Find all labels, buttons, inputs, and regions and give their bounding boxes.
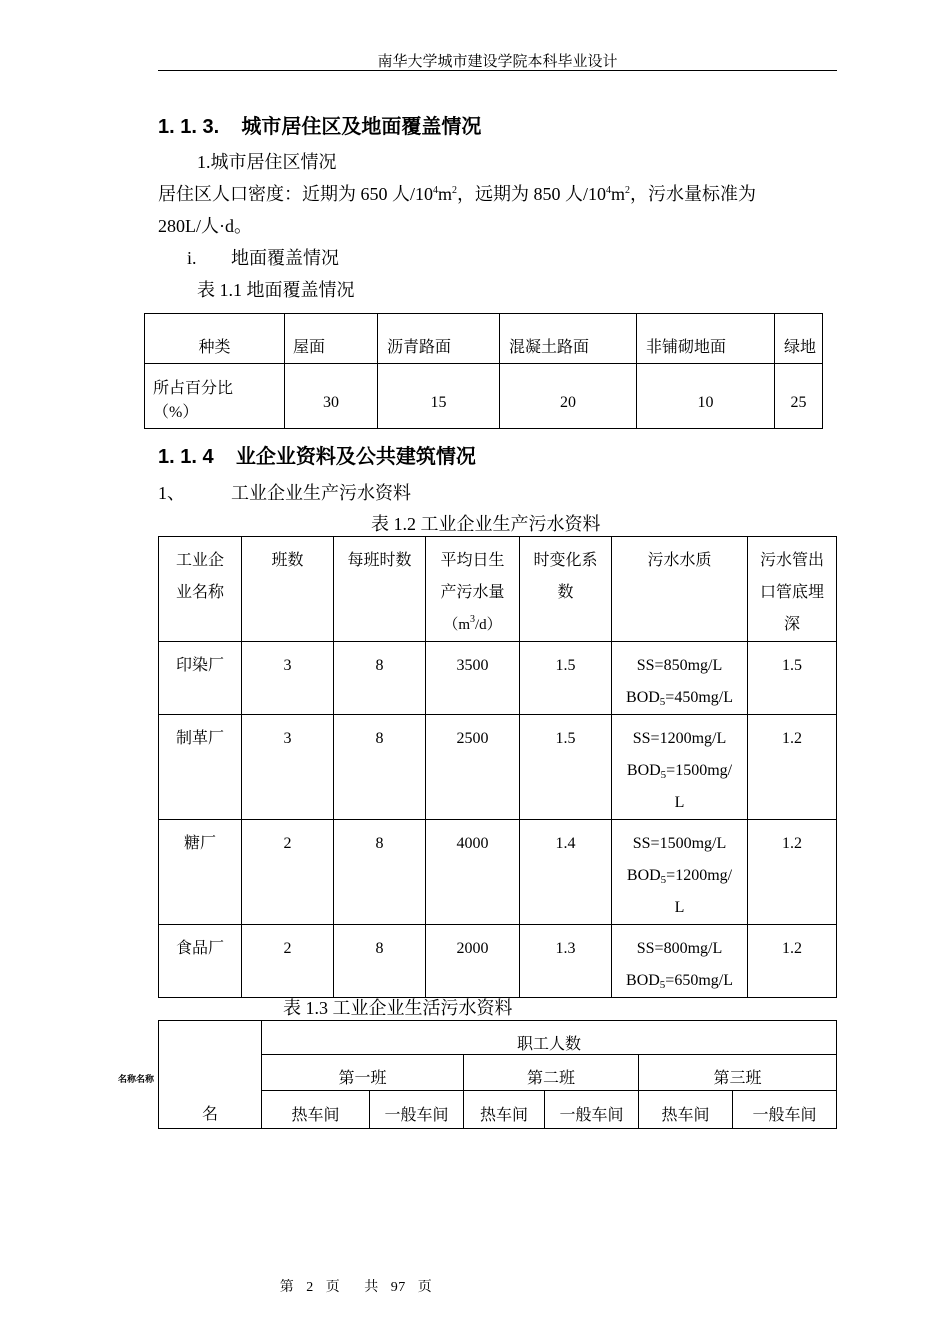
cell-hours: 8: [334, 715, 426, 820]
population-density-line: [158, 183, 756, 205]
density-sup-b: 2: [452, 185, 458, 196]
cell-name: 糖厂: [159, 820, 242, 925]
cell-coef: 1.5: [520, 715, 612, 820]
page-footer: 第 2 页 共 97 页: [279, 1280, 433, 1295]
value-cell: 10: [637, 364, 775, 429]
workshop-cell: 一般车间: [733, 1091, 837, 1129]
bod-value: [612, 755, 747, 787]
value-cell: 25: [775, 364, 823, 429]
table-row: [159, 925, 837, 998]
table-row: [159, 715, 837, 820]
value-cell: 30: [285, 364, 378, 429]
table-row: [159, 537, 837, 642]
cell-depth: 1.5: [748, 642, 837, 715]
bod-label: BOD: [626, 867, 661, 884]
bod-value: [612, 682, 747, 714]
cell-shifts: 3: [242, 642, 334, 715]
ss-value: SS=850mg/L: [636, 657, 723, 674]
cell-shifts: 2: [242, 820, 334, 925]
density-text-d: m: [611, 184, 626, 204]
cell-shifts: 3: [242, 715, 334, 820]
density-sup-c: 4: [606, 185, 612, 196]
table-1-2-caption: 表 1.2 工业企业生产污水资料: [371, 514, 601, 534]
cell-coef: 1.3: [520, 925, 612, 998]
header-depth-text: 污水管出口管底埋深: [759, 552, 824, 633]
unit-sup: 3: [470, 614, 475, 625]
cell-quality: [612, 642, 748, 715]
subheading-number-i: i.: [187, 248, 197, 268]
side-label: 名称名称: [118, 1074, 155, 1084]
density-sup-a: 4: [433, 185, 438, 196]
table-row: [159, 820, 837, 925]
bod-sub: 5: [660, 874, 667, 886]
density-text-b: m: [438, 184, 453, 204]
table-row: [145, 364, 823, 429]
bod-number: =450mg/L: [665, 689, 733, 706]
staff-header-cell: 职工人数: [262, 1021, 837, 1055]
section-heading-1-1-3: 1. 1. 3. 城市居住区及地面覆盖情况: [158, 116, 482, 138]
bod-number: =1200mg/: [666, 867, 733, 884]
bod-number: =1500mg/: [666, 762, 733, 779]
cell-name: 印染厂: [159, 642, 242, 715]
cell-coef: 1.4: [520, 820, 612, 925]
header-cell: [520, 537, 612, 642]
name-header-cell: 名: [159, 1021, 262, 1129]
workshop-cell: 一般车间: [370, 1091, 464, 1129]
bod-number: =650mg/L: [665, 972, 733, 989]
header-cell: 屋面: [285, 314, 378, 364]
cell-depth: 1.2: [748, 820, 837, 925]
ss-value: SS=800mg/L: [636, 940, 723, 957]
density-text-a: 居住区人口密度：近期为 650 人/10: [158, 184, 433, 204]
bod-value: [612, 965, 747, 997]
cell-flow: 4000: [426, 820, 520, 925]
item-industrial-sewage: 工业企业生产污水资料: [231, 483, 411, 503]
header-cell: 污水水质: [612, 537, 748, 642]
cell-quality: [612, 715, 748, 820]
table-row: [145, 314, 823, 364]
header-cell: 种类: [145, 314, 285, 364]
cell-quality: [612, 820, 748, 925]
cell-quality: [612, 925, 748, 998]
page-header: 南华大学城市建设学院本科毕业设计: [377, 54, 618, 70]
header-cell: [426, 537, 520, 642]
cell-flow: 2500: [426, 715, 520, 820]
header-cell: 每班时数: [334, 537, 426, 642]
ss-value: SS=1500mg/L: [632, 835, 727, 852]
row-label-cell: [145, 364, 285, 429]
workshop-cell: 热车间: [639, 1091, 733, 1129]
row-label-line-1: 所占百分比: [153, 380, 234, 397]
header-cell: 混凝土路面: [500, 314, 637, 364]
table-row: [159, 1021, 837, 1055]
cell-flow: 3500: [426, 642, 520, 715]
table-1-1-caption: 表 1.1 地面覆盖情况: [197, 280, 355, 300]
header-cell: 绿地: [775, 314, 823, 364]
value-cell: 15: [378, 364, 500, 429]
table-row: [159, 642, 837, 715]
row-label-line-2: （%）: [153, 404, 199, 421]
bod-label: BOD: [626, 689, 660, 706]
ground-cover-table: [144, 313, 823, 429]
header-cell: [748, 537, 837, 642]
shift-header-cell: 第一班: [262, 1055, 464, 1091]
item-number: 1、: [158, 483, 185, 503]
workshop-cell: 热车间: [464, 1091, 545, 1129]
bod-sub: 5: [660, 769, 667, 781]
bod-sub: 5: [659, 696, 666, 708]
unit-part-a: （m: [443, 617, 470, 633]
cell-hours: 8: [334, 642, 426, 715]
cell-depth: 1.2: [748, 925, 837, 998]
header-cell: 沥青路面: [378, 314, 500, 364]
bod-unit-tail: L: [674, 899, 685, 916]
workshop-cell: 一般车间: [545, 1091, 639, 1129]
density-text-e: ，污水量标准为: [630, 184, 757, 204]
industrial-sewage-table: [158, 536, 837, 998]
shift-header-cell: 第三班: [639, 1055, 837, 1091]
header-name-text: 工业企业名称: [175, 552, 224, 601]
cell-name: 制革厂: [159, 715, 242, 820]
header-rule: [158, 70, 837, 71]
domestic-sewage-table: [158, 1020, 837, 1129]
workshop-cell: 热车间: [262, 1091, 370, 1129]
ss-value: SS=1200mg/L: [632, 730, 727, 747]
header-flow-text: 平均日生产污水量: [440, 552, 505, 601]
section-heading-1-1-4: 1. 1. 4 业企业资料及公共建筑情况: [158, 446, 476, 468]
density-sup-d: 2: [625, 185, 631, 196]
shift-header-cell: 第二班: [464, 1055, 639, 1091]
header-flow-unit: [426, 609, 519, 641]
cell-hours: 8: [334, 925, 426, 998]
table-1-3-caption: 表 1.3 工业企业生活污水资料: [283, 998, 513, 1018]
bod-label: BOD: [626, 762, 661, 779]
bod-value: [612, 860, 747, 892]
unit-part-b: /d）: [475, 617, 502, 633]
header-cell: 非铺砌地面: [637, 314, 775, 364]
bod-label: BOD: [626, 972, 660, 989]
value-cell: 20: [500, 364, 637, 429]
density-text-c: ，远期为 850 人/10: [457, 184, 607, 204]
header-cell: [159, 537, 242, 642]
cell-shifts: 2: [242, 925, 334, 998]
bod-unit-tail: L: [674, 794, 685, 811]
subheading-ground-cover: 地面覆盖情况: [231, 248, 339, 268]
bod-sub: 5: [659, 979, 666, 991]
subheading-residential: 1.城市居住区情况: [197, 152, 337, 172]
cell-hours: 8: [334, 820, 426, 925]
cell-name: 食品厂: [159, 925, 242, 998]
cell-flow: 2000: [426, 925, 520, 998]
cell-depth: 1.2: [748, 715, 837, 820]
sewage-standard-line: 280L/人·d。: [158, 216, 252, 236]
header-coef-text: 时变化系数: [533, 552, 598, 601]
header-cell: 班数: [242, 537, 334, 642]
cell-coef: 1.5: [520, 642, 612, 715]
